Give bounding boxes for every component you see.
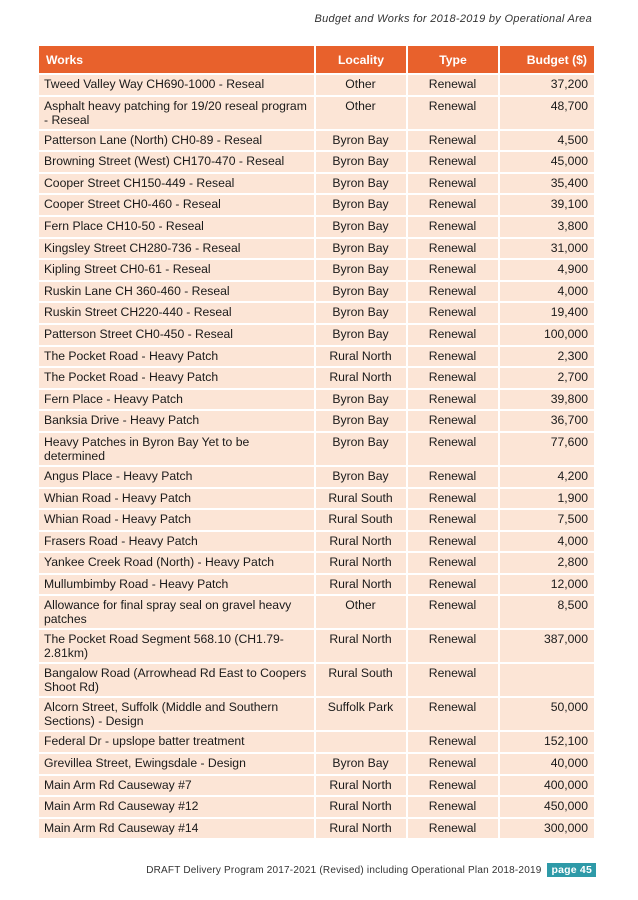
cell-works: Patterson Lane (North) CH0-89 - Reseal bbox=[38, 130, 315, 152]
cell-locality: Byron Bay bbox=[315, 302, 407, 324]
cell-budget: 2,800 bbox=[499, 552, 595, 574]
cell-budget: 450,000 bbox=[499, 796, 595, 818]
cell-locality: Byron Bay bbox=[315, 324, 407, 346]
cell-budget: 37,200 bbox=[499, 74, 595, 96]
cell-type: Renewal bbox=[407, 238, 499, 260]
cell-works: Whian Road - Heavy Patch bbox=[38, 488, 315, 510]
cell-locality: Byron Bay bbox=[315, 281, 407, 303]
cell-type: Renewal bbox=[407, 389, 499, 411]
table-row bbox=[38, 466, 595, 488]
column-header-type: Type bbox=[407, 45, 499, 74]
cell-type: Renewal bbox=[407, 629, 499, 663]
cell-locality bbox=[315, 731, 407, 753]
cell-type: Renewal bbox=[407, 96, 499, 130]
cell-works: Ruskin Lane CH 360-460 - Reseal bbox=[38, 281, 315, 303]
cell-budget: 45,000 bbox=[499, 151, 595, 173]
cell-type: Renewal bbox=[407, 74, 499, 96]
cell-budget: 12,000 bbox=[499, 574, 595, 596]
cell-works: Banksia Drive - Heavy Patch bbox=[38, 410, 315, 432]
cell-locality: Rural North bbox=[315, 552, 407, 574]
cell-locality: Rural North bbox=[315, 818, 407, 840]
table-row bbox=[38, 595, 595, 629]
cell-type: Renewal bbox=[407, 281, 499, 303]
table-row bbox=[38, 731, 595, 753]
table-row bbox=[38, 281, 595, 303]
table-row bbox=[38, 410, 595, 432]
cell-works: Asphalt heavy patching for 19/20 reseal program - Reseal bbox=[38, 96, 315, 130]
table-row bbox=[38, 796, 595, 818]
table-row bbox=[38, 74, 595, 96]
cell-works: Fern Place - Heavy Patch bbox=[38, 389, 315, 411]
cell-budget: 400,000 bbox=[499, 775, 595, 797]
table-body bbox=[38, 74, 595, 839]
page-number-badge: page 45 bbox=[547, 863, 596, 877]
cell-type: Renewal bbox=[407, 488, 499, 510]
cell-type: Renewal bbox=[407, 796, 499, 818]
page-header-title: Budget and Works for 2018-2019 by Operational Area bbox=[314, 13, 592, 25]
cell-locality: Other bbox=[315, 96, 407, 130]
cell-budget: 2,700 bbox=[499, 367, 595, 389]
cell-locality: Other bbox=[315, 595, 407, 629]
table-row bbox=[38, 697, 595, 731]
cell-locality: Byron Bay bbox=[315, 432, 407, 466]
table-row bbox=[38, 173, 595, 195]
table-row bbox=[38, 238, 595, 260]
cell-locality: Other bbox=[315, 74, 407, 96]
cell-budget: 4,000 bbox=[499, 531, 595, 553]
cell-locality: Byron Bay bbox=[315, 216, 407, 238]
cell-type: Renewal bbox=[407, 324, 499, 346]
table-header-row bbox=[38, 45, 595, 74]
cell-works: Grevillea Street, Ewingsdale - Design bbox=[38, 753, 315, 775]
cell-works: The Pocket Road - Heavy Patch bbox=[38, 346, 315, 368]
cell-works: Mullumbimby Road - Heavy Patch bbox=[38, 574, 315, 596]
cell-budget: 300,000 bbox=[499, 818, 595, 840]
table-row bbox=[38, 346, 595, 368]
cell-type: Renewal bbox=[407, 697, 499, 731]
cell-works: Cooper Street CH150-449 - Reseal bbox=[38, 173, 315, 195]
table-row bbox=[38, 552, 595, 574]
table-row bbox=[38, 753, 595, 775]
cell-budget: 77,600 bbox=[499, 432, 595, 466]
cell-locality: Byron Bay bbox=[315, 466, 407, 488]
cell-type: Renewal bbox=[407, 130, 499, 152]
cell-budget bbox=[499, 663, 595, 697]
page-footer bbox=[146, 863, 596, 877]
cell-works: Cooper Street CH0-460 - Reseal bbox=[38, 194, 315, 216]
cell-locality: Rural North bbox=[315, 531, 407, 553]
table-row bbox=[38, 367, 595, 389]
cell-locality: Byron Bay bbox=[315, 173, 407, 195]
cell-works: Kingsley Street CH280-736 - Reseal bbox=[38, 238, 315, 260]
cell-budget: 48,700 bbox=[499, 96, 595, 130]
cell-budget: 152,100 bbox=[499, 731, 595, 753]
cell-type: Renewal bbox=[407, 194, 499, 216]
cell-budget: 31,000 bbox=[499, 238, 595, 260]
cell-works: Tweed Valley Way CH690-1000 - Reseal bbox=[38, 74, 315, 96]
table-row bbox=[38, 574, 595, 596]
cell-locality: Rural South bbox=[315, 663, 407, 697]
cell-budget: 39,800 bbox=[499, 389, 595, 411]
cell-works: Allowance for final spray seal on gravel heavy patches bbox=[38, 595, 315, 629]
cell-works: Ruskin Street CH220-440 - Reseal bbox=[38, 302, 315, 324]
cell-locality: Byron Bay bbox=[315, 151, 407, 173]
cell-works: Kipling Street CH0-61 - Reseal bbox=[38, 259, 315, 281]
cell-type: Renewal bbox=[407, 509, 499, 531]
footer-text: DRAFT Delivery Program 2017-2021 (Revised) including Operational Plan 2018-2019 bbox=[146, 864, 542, 876]
cell-type: Renewal bbox=[407, 216, 499, 238]
cell-budget: 7,500 bbox=[499, 509, 595, 531]
cell-budget: 3,800 bbox=[499, 216, 595, 238]
cell-works: Bangalow Road (Arrowhead Rd East to Coopers Shoot Rd) bbox=[38, 663, 315, 697]
cell-budget: 2,300 bbox=[499, 346, 595, 368]
cell-type: Renewal bbox=[407, 432, 499, 466]
table-row bbox=[38, 663, 595, 697]
cell-type: Renewal bbox=[407, 731, 499, 753]
cell-budget: 4,200 bbox=[499, 466, 595, 488]
budget-table bbox=[37, 44, 596, 840]
table-row bbox=[38, 194, 595, 216]
cell-budget: 50,000 bbox=[499, 697, 595, 731]
cell-works: Main Arm Rd Causeway #7 bbox=[38, 775, 315, 797]
cell-type: Renewal bbox=[407, 531, 499, 553]
cell-type: Renewal bbox=[407, 818, 499, 840]
cell-works: Heavy Patches in Byron Bay Yet to be determined bbox=[38, 432, 315, 466]
cell-works: Yankee Creek Road (North) - Heavy Patch bbox=[38, 552, 315, 574]
cell-type: Renewal bbox=[407, 259, 499, 281]
cell-budget: 4,000 bbox=[499, 281, 595, 303]
cell-locality: Rural North bbox=[315, 346, 407, 368]
cell-works: The Pocket Road Segment 568.10 (CH1.79-2.81km) bbox=[38, 629, 315, 663]
cell-works: Browning Street (West) CH170-470 - Reseal bbox=[38, 151, 315, 173]
cell-type: Renewal bbox=[407, 663, 499, 697]
cell-locality: Rural South bbox=[315, 488, 407, 510]
cell-locality: Byron Bay bbox=[315, 389, 407, 411]
column-header-works: Works bbox=[38, 45, 315, 74]
table-row bbox=[38, 324, 595, 346]
cell-budget: 35,400 bbox=[499, 173, 595, 195]
cell-locality: Rural North bbox=[315, 629, 407, 663]
cell-works: Frasers Road - Heavy Patch bbox=[38, 531, 315, 553]
cell-locality: Byron Bay bbox=[315, 259, 407, 281]
cell-type: Renewal bbox=[407, 410, 499, 432]
cell-type: Renewal bbox=[407, 574, 499, 596]
cell-works: Angus Place - Heavy Patch bbox=[38, 466, 315, 488]
cell-type: Renewal bbox=[407, 367, 499, 389]
cell-budget: 100,000 bbox=[499, 324, 595, 346]
cell-type: Renewal bbox=[407, 595, 499, 629]
cell-works: Patterson Street CH0-450 - Reseal bbox=[38, 324, 315, 346]
cell-budget: 4,500 bbox=[499, 130, 595, 152]
cell-budget: 40,000 bbox=[499, 753, 595, 775]
table-row bbox=[38, 509, 595, 531]
cell-works: Whian Road - Heavy Patch bbox=[38, 509, 315, 531]
cell-budget: 19,400 bbox=[499, 302, 595, 324]
cell-budget: 387,000 bbox=[499, 629, 595, 663]
table-row bbox=[38, 432, 595, 466]
cell-locality: Byron Bay bbox=[315, 410, 407, 432]
cell-budget: 39,100 bbox=[499, 194, 595, 216]
cell-budget: 4,900 bbox=[499, 259, 595, 281]
cell-locality: Rural North bbox=[315, 574, 407, 596]
table-row bbox=[38, 151, 595, 173]
cell-works: Fern Place CH10-50 - Reseal bbox=[38, 216, 315, 238]
table-row bbox=[38, 130, 595, 152]
table-row bbox=[38, 216, 595, 238]
table-row bbox=[38, 96, 595, 130]
table-row bbox=[38, 259, 595, 281]
table-row bbox=[38, 488, 595, 510]
table-row bbox=[38, 629, 595, 663]
table-row bbox=[38, 818, 595, 840]
cell-budget: 1,900 bbox=[499, 488, 595, 510]
table-row bbox=[38, 531, 595, 553]
cell-type: Renewal bbox=[407, 151, 499, 173]
cell-works: The Pocket Road - Heavy Patch bbox=[38, 367, 315, 389]
cell-type: Renewal bbox=[407, 173, 499, 195]
cell-type: Renewal bbox=[407, 466, 499, 488]
cell-locality: Rural South bbox=[315, 509, 407, 531]
cell-type: Renewal bbox=[407, 775, 499, 797]
cell-locality: Byron Bay bbox=[315, 194, 407, 216]
cell-works: Main Arm Rd Causeway #12 bbox=[38, 796, 315, 818]
cell-works: Federal Dr - upslope batter treatment bbox=[38, 731, 315, 753]
column-header-locality: Locality bbox=[315, 45, 407, 74]
cell-locality: Byron Bay bbox=[315, 130, 407, 152]
cell-locality: Suffolk Park bbox=[315, 697, 407, 731]
cell-type: Renewal bbox=[407, 552, 499, 574]
cell-budget: 8,500 bbox=[499, 595, 595, 629]
cell-type: Renewal bbox=[407, 753, 499, 775]
cell-locality: Rural North bbox=[315, 775, 407, 797]
table-row bbox=[38, 302, 595, 324]
table-row bbox=[38, 775, 595, 797]
cell-type: Renewal bbox=[407, 302, 499, 324]
column-header-budget: Budget ($) bbox=[499, 45, 595, 74]
table-row bbox=[38, 389, 595, 411]
cell-works: Main Arm Rd Causeway #14 bbox=[38, 818, 315, 840]
cell-works: Alcorn Street, Suffolk (Middle and Southern Sections) - Design bbox=[38, 697, 315, 731]
cell-locality: Rural North bbox=[315, 367, 407, 389]
cell-budget: 36,700 bbox=[499, 410, 595, 432]
cell-locality: Byron Bay bbox=[315, 238, 407, 260]
cell-locality: Rural North bbox=[315, 796, 407, 818]
cell-type: Renewal bbox=[407, 346, 499, 368]
cell-locality: Byron Bay bbox=[315, 753, 407, 775]
